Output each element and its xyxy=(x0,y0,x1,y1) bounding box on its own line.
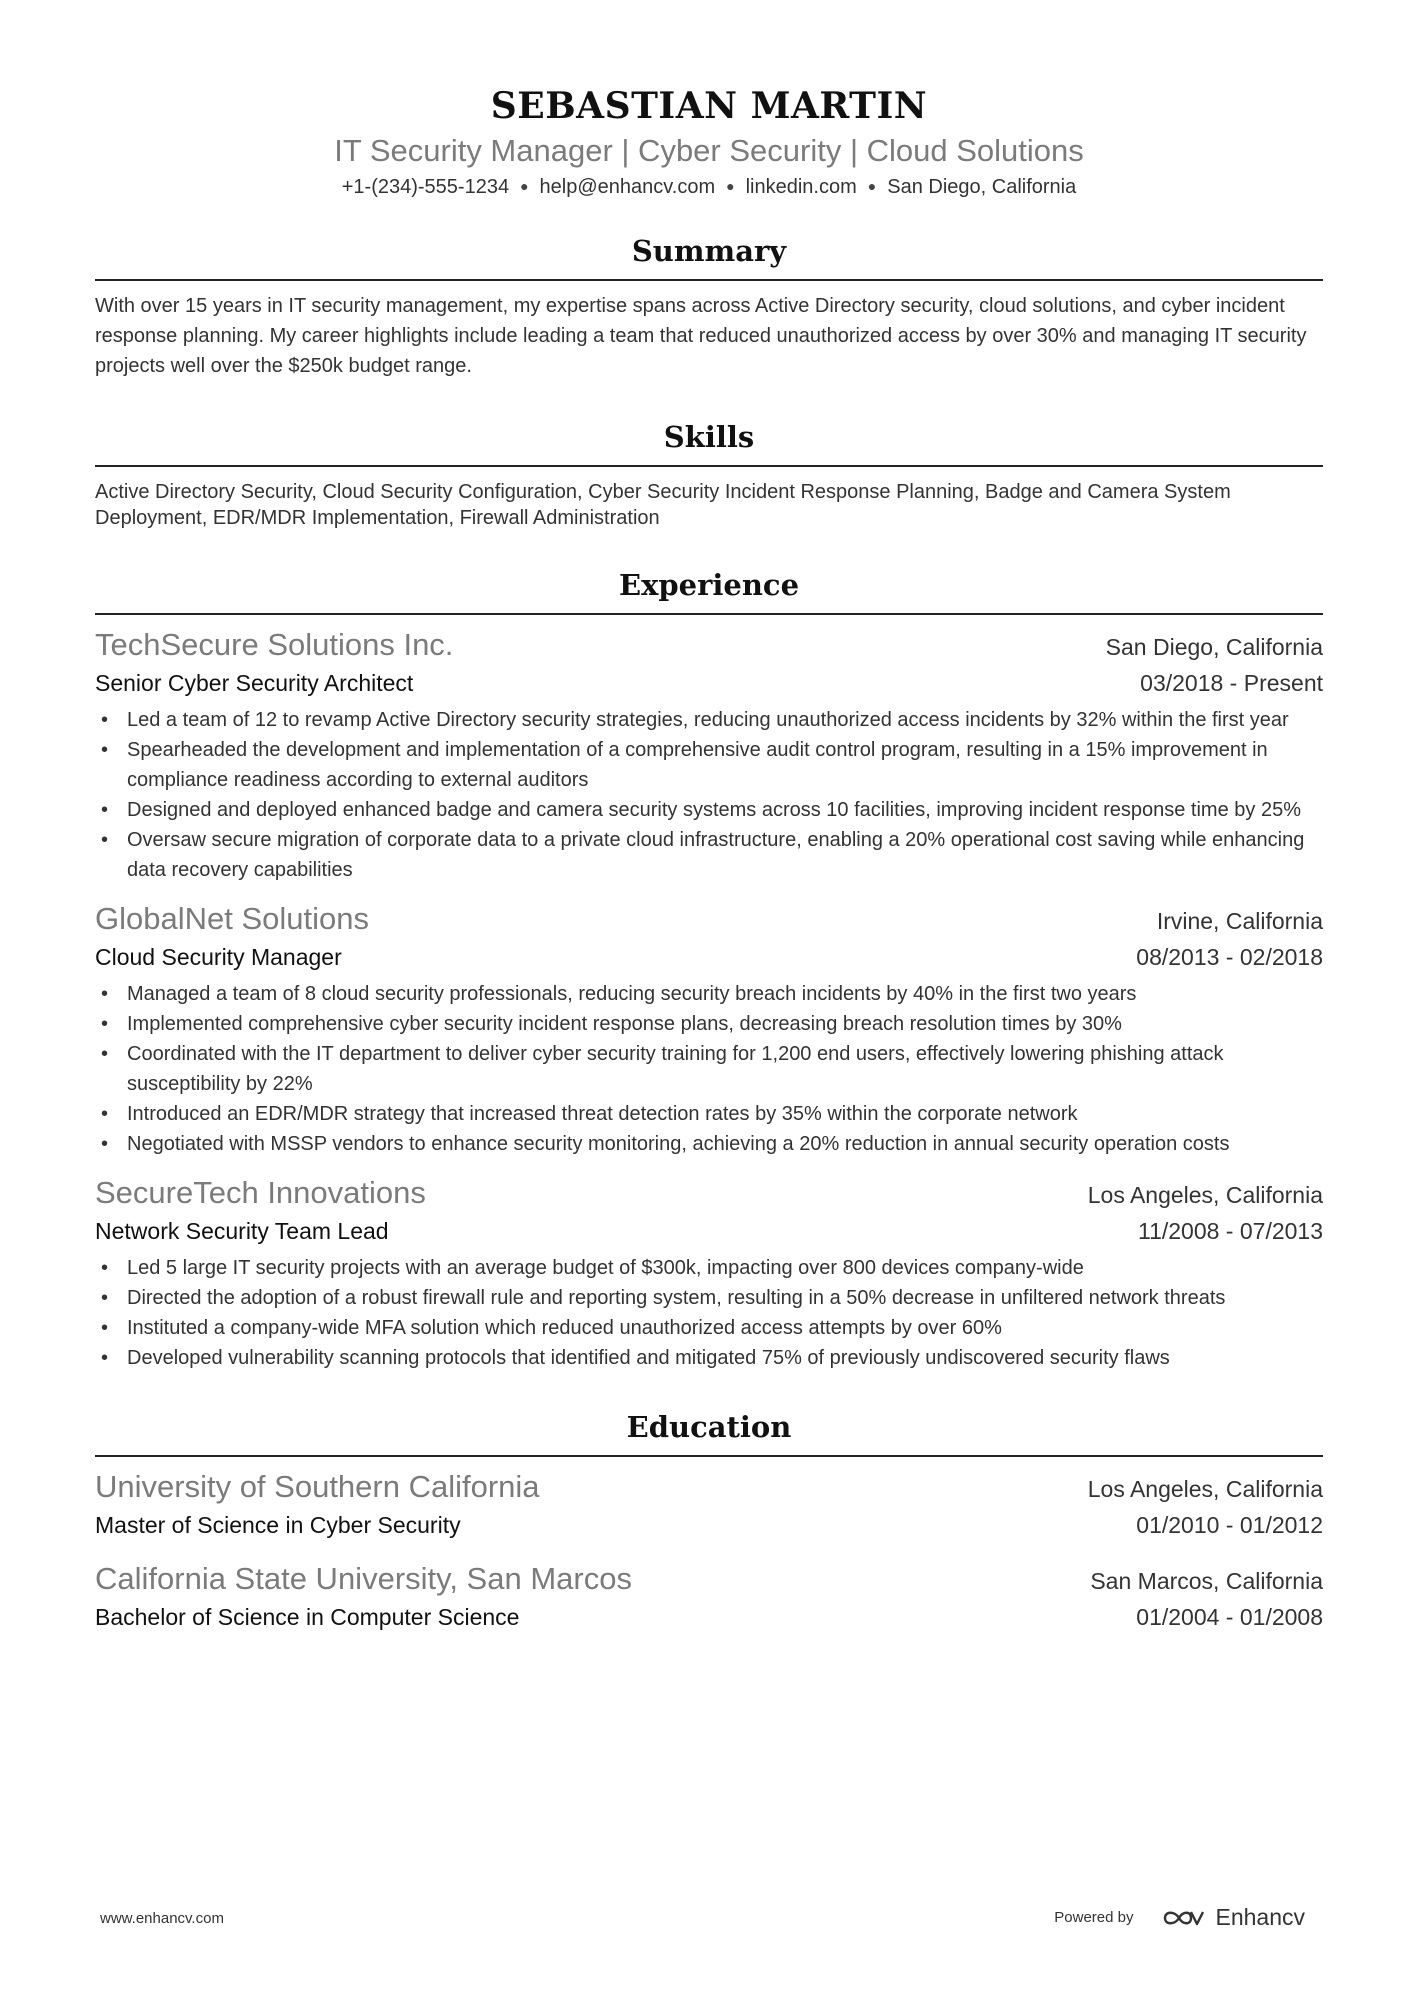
candidate-name: SEBASTIAN MARTIN xyxy=(490,85,928,127)
contact-phone: +1-(234)-555-1234 xyxy=(341,176,510,198)
section-divider xyxy=(95,279,1323,281)
job-bullet: • Introduced an EDR/MDR strategy that increased threat detection rates by 35% within the corporate network xyxy=(95,1099,1323,1129)
job-dates: 03/2018 - Present xyxy=(1140,670,1323,696)
job-bullet: • Developed vulnerability scanning protocols that identified and mitigated 75% of previously undiscovered security flaws xyxy=(95,1343,1323,1373)
contact-separator: ● xyxy=(726,178,735,194)
education-dates: 01/2010 - 01/2012 xyxy=(1136,1512,1323,1538)
education-entry xyxy=(95,1559,1323,1635)
footer-branding xyxy=(1054,1904,1305,1931)
school-name: University of Southern California xyxy=(95,1469,540,1504)
job-bullet: • Negotiated with MSSP vendors to enhance security monitoring, achieving a 20% reduction in annual security operation costs xyxy=(95,1129,1323,1159)
education-section xyxy=(95,1407,1323,1635)
job-location: Los Angeles, California xyxy=(1087,1182,1323,1208)
section-divider xyxy=(95,613,1323,615)
job-location: Irvine, California xyxy=(1156,908,1323,934)
job-entry xyxy=(95,1173,1323,1373)
job-bullet: • Spearheaded the development and implementation of a comprehensive audit control program, resulting in a 15% improvement in compliance readiness according to external auditors xyxy=(95,735,1323,795)
job-role: Senior Cyber Security Architect xyxy=(95,670,414,696)
education-dates: 01/2004 - 01/2008 xyxy=(1136,1604,1323,1630)
job-role: Network Security Team Lead xyxy=(95,1218,389,1244)
contact-location: San Diego, California xyxy=(887,176,1077,198)
job-company: GlobalNet Solutions xyxy=(95,901,369,936)
section-divider xyxy=(95,465,1323,467)
summary-text: With over 15 years in IT security management, my expertise spans across Active Directory security, cloud solutions, and cyber incident response planning. My career highlights include leading a team that reduced unauthorized access by over 30% and managing IT security projects well over the $250k budget range. xyxy=(95,295,1307,377)
job-bullet: • Led a team of 12 to revamp Active Directory security strategies, reducing unauthorized access incidents by 32% within the first year xyxy=(95,705,1323,735)
contact-line xyxy=(95,172,1323,201)
job-bullet: • Led 5 large IT security projects with an average budget of $300k, impacting over 800 devices company-wide xyxy=(95,1253,1323,1283)
summary-title: Summary xyxy=(631,234,787,268)
contact-separator: ● xyxy=(867,178,877,194)
powered-by-label: Powered by xyxy=(1054,1909,1134,1926)
job-bullet: • Oversaw secure migration of corporate data to a private cloud infrastructure, enabling a 20% operational cost saving while enhancing data recovery capabilities xyxy=(95,825,1323,885)
job-company: SecureTech Innovations xyxy=(95,1175,426,1210)
job-bullets xyxy=(95,1253,1323,1373)
job-entry xyxy=(95,899,1323,1159)
skills-section xyxy=(95,417,1323,531)
job-company: TechSecure Solutions Inc. xyxy=(95,627,454,662)
job-bullet: • Designed and deployed enhanced badge and camera security systems across 10 facilities, improving incident response time by 25% xyxy=(95,795,1323,825)
enhancv-logo-icon xyxy=(1161,1906,1207,1930)
page-footer xyxy=(0,1900,1410,1940)
skills-title: Skills xyxy=(663,420,755,454)
job-bullet: • Instituted a company-wide MFA solution which reduced unauthorized access attempts by over 60% xyxy=(95,1313,1323,1343)
job-entry xyxy=(95,625,1323,885)
footer-website-link[interactable]: www.enhancv.com xyxy=(100,1910,224,1927)
job-dates: 11/2008 - 07/2013 xyxy=(1137,1218,1323,1244)
job-bullet: • Coordinated with the IT department to deliver cyber security training for 1,200 end users, effectively lowering phishing attack susceptibility by 22% xyxy=(95,1039,1323,1099)
skills-text: Active Directory Security, Cloud Security Configuration, Cyber Security Incident Response Planning, Badge and Camera System Deployment, EDR/MDR Implementation, Firewall Administration xyxy=(95,481,1231,529)
contact-email[interactable]: help@enhancv.com xyxy=(539,176,716,198)
resume-header xyxy=(95,0,1323,201)
degree: Bachelor of Science in Computer Science xyxy=(95,1604,520,1630)
school-location: San Marcos, California xyxy=(1090,1568,1323,1594)
job-role: Cloud Security Manager xyxy=(95,944,342,970)
section-divider xyxy=(95,1455,1323,1457)
headline: IT Security Manager | Cyber Security | Cloud Solutions xyxy=(334,133,1084,168)
school-location: Los Angeles, California xyxy=(1087,1476,1323,1502)
job-bullets xyxy=(95,705,1323,885)
summary-section xyxy=(95,231,1323,381)
education-entry xyxy=(95,1467,1323,1543)
brand-name: Enhancv xyxy=(1215,1904,1305,1930)
job-bullet: • Directed the adoption of a robust firewall rule and reporting system, resulting in a 50% decrease in unfiltered network threats xyxy=(95,1283,1323,1313)
education-title: Education xyxy=(626,1410,792,1444)
experience-title: Experience xyxy=(618,568,800,602)
job-bullet: • Managed a team of 8 cloud security professionals, reducing security breach incidents by 40% in the first two years xyxy=(95,979,1323,1009)
job-bullet: • Implemented comprehensive cyber security incident response plans, decreasing breach resolution times by 30% xyxy=(95,1009,1323,1039)
resume-page xyxy=(95,0,1323,1635)
job-bullets xyxy=(95,979,1323,1159)
job-dates: 08/2013 - 02/2018 xyxy=(1136,944,1323,970)
brand-logo[interactable] xyxy=(1161,1904,1305,1931)
contact-linkedin[interactable]: linkedin.com xyxy=(745,176,857,198)
degree: Master of Science in Cyber Security xyxy=(95,1512,461,1538)
school-name: California State University, San Marcos xyxy=(95,1561,632,1596)
job-location: San Diego, California xyxy=(1105,634,1323,660)
experience-section xyxy=(95,565,1323,1373)
contact-separator: ● xyxy=(520,178,529,194)
